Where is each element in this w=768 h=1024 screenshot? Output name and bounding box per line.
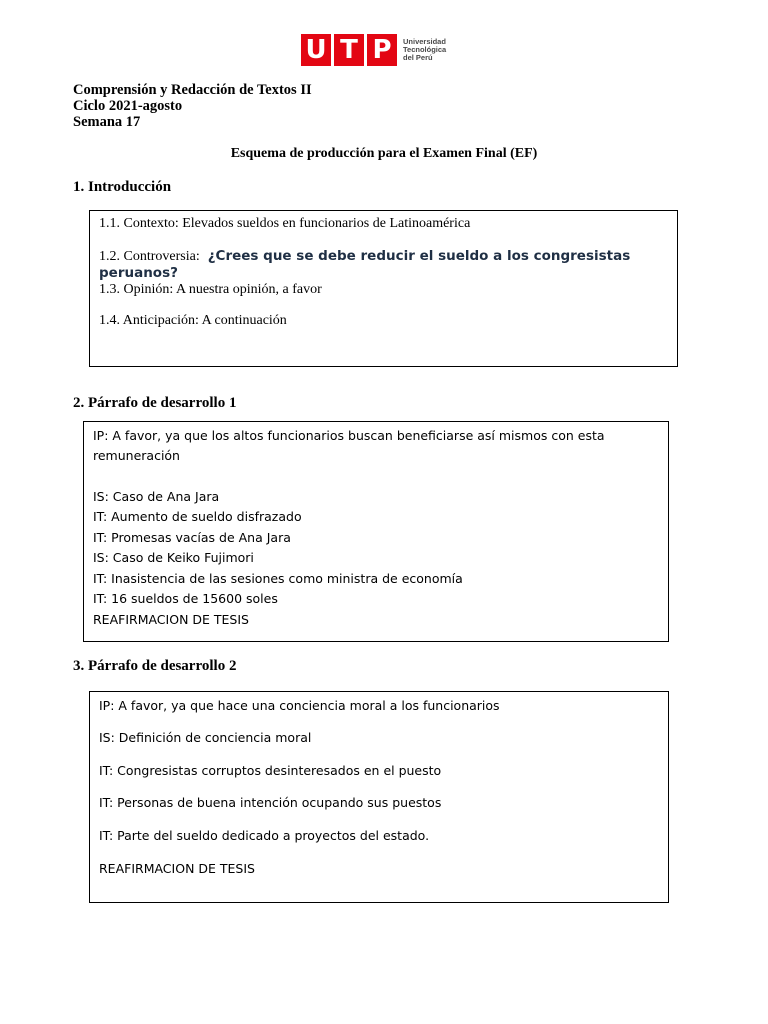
section-heading-introduction: 1. Introducción [73,179,172,195]
list-item: IP: A favor, ya que los altos funcionarios buscan beneficiarse así mismos con esta [93,428,605,443]
section-heading-development-2: 3. Párrafo de desarrollo 2 [73,658,237,674]
section-heading-development-1: 2. Párrafo de desarrollo 1 [73,395,237,411]
logo-text-line: Universidad [403,37,446,46]
opinion-line: 1.3. Opinión: A nuestra opinión, a favor [99,282,322,297]
document-title: Esquema de producción para el Examen Final (EF) [230,146,538,161]
list-item: REAFIRMACION DE TESIS [93,612,249,627]
list-item: IS: Definición de conciencia moral [99,730,312,745]
logo-letter-u: U [301,34,331,66]
logo-university-name [403,38,446,62]
controversy-label: 1.2. Controversia: [99,249,200,264]
controversy-line [99,247,630,265]
controversy-question-cont: peruanos? [99,265,178,281]
list-item: IT: Parte del sueldo dedicado a proyectos del estado. [99,828,430,843]
week-label: Semana 17 [73,114,141,130]
controversy-question: ¿Crees que se debe reducir el sueldo a los congresistas [207,248,631,264]
introduction-box [89,210,678,367]
list-item: IS: Caso de Keiko Fujimori [93,550,254,565]
list-item: remuneración [93,448,180,463]
course-name: Comprensión y Redacción de Textos II [73,82,312,98]
logo-text-line: del Perú [403,53,433,62]
development-2-box [89,691,669,903]
list-item: IT: Congresistas corruptos desinteresados en el puesto [99,763,442,778]
development-1-box [83,421,669,642]
logo-text-line: Tecnológica [403,45,447,54]
list-item: IS: Caso de Ana Jara [93,489,220,504]
utp-logo [301,34,446,66]
list-item: IT: Personas de buena intención ocupando sus puestos [99,795,442,810]
cycle-label: Ciclo 2021-agosto [73,98,183,114]
list-item: IT: Aumento de sueldo disfrazado [93,509,302,524]
logo-letter-t: T [334,34,364,66]
list-item: IP: A favor, ya que hace una conciencia moral a los funcionarios [99,698,500,713]
list-item: IT: 16 sueldos de 15600 soles [93,591,278,606]
logo-letter-p: P [367,34,397,66]
list-item: IT: Inasistencia de las sesiones como ministra de economía [93,571,463,586]
list-item: IT: Promesas vacías de Ana Jara [93,530,291,545]
context-line: 1.1. Contexto: Elevados sueldos en funcionarios de Latinoamérica [99,216,471,231]
anticipation-line: 1.4. Anticipación: A continuación [99,313,287,328]
list-item: REAFIRMACION DE TESIS [99,861,255,876]
